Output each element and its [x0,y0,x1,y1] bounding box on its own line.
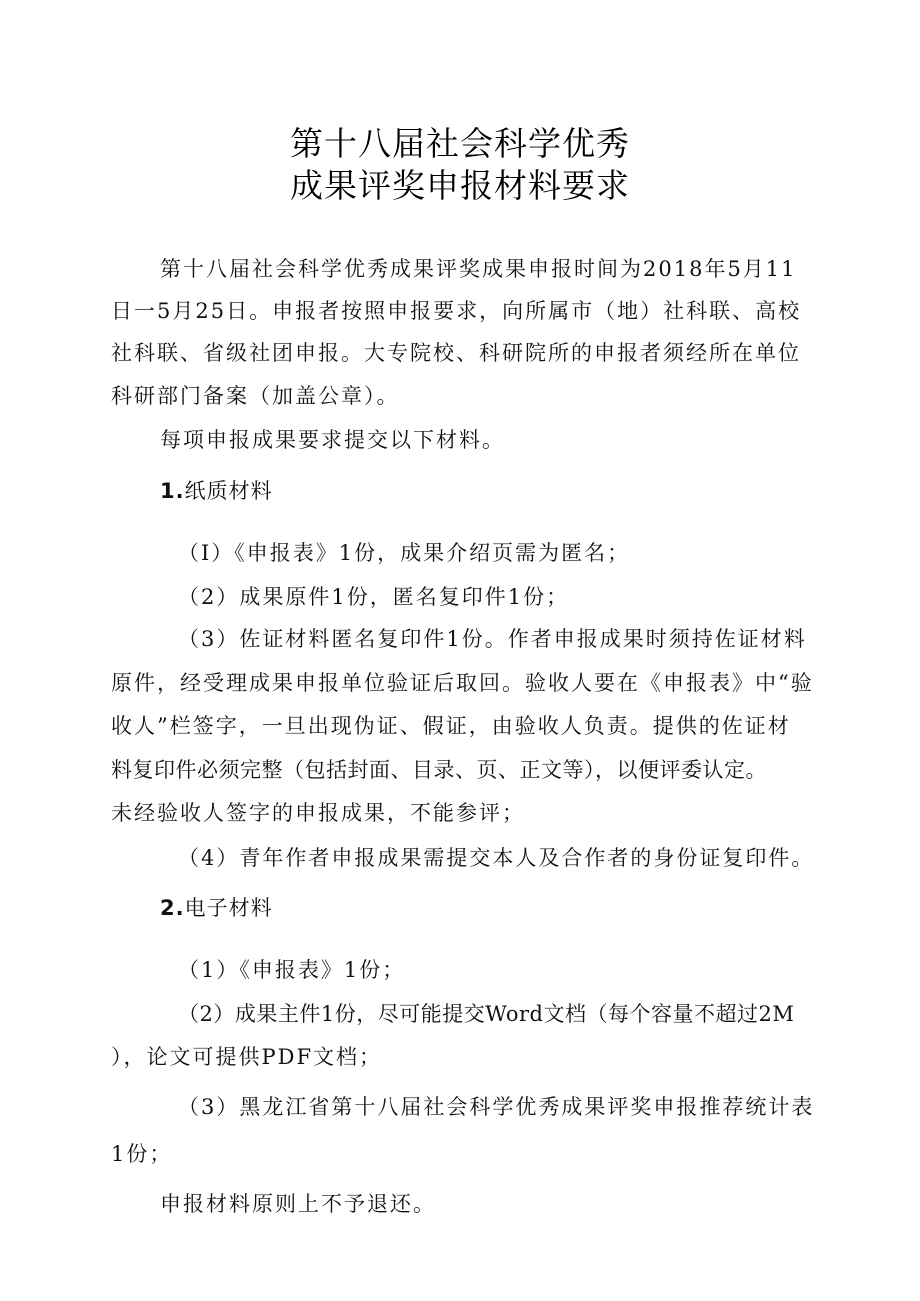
section-2-item-2-cont: ），论文可提供PDF文档； [111,1045,383,1069]
section-1-item-4: （4）青年作者申报成果需提交本人及合作者的身份证复印件。 [178,846,815,870]
section-2-item-3: （3）黑龙江省第十八届社会科学优秀成果评奖申报推荐统计表 [178,1095,815,1119]
section-2-title: 电子材料 [184,896,273,920]
materials-intro: 每项申报成果要求提交以下材料。 [160,428,505,452]
intro-line-2: 日一5月25日。申报者按照申报要求，向所属市（地）社科联、高校 [111,299,802,323]
document-title-line-2: 成果评奖申报材料要求 [290,166,630,205]
section-1-item-3-cont-4: 未经验收人签字的申报成果，不能参评； [111,801,525,825]
section-2-heading [160,893,273,923]
intro-line-3: 社科联、省级社团申报。大专院校、科研院所的申报者须经所在单位 [111,341,801,365]
section-1-item-2: （2）成果原件1份，匿名复印件1份； [178,585,570,609]
section-1-item-3-cont-1: 原件，经受理成果申报单位验证后取回。验收人要在《申报表》中“验 [111,671,814,695]
intro-line-4: 科研部门备案（加盖公章）。 [111,384,400,408]
section-1-heading [160,476,273,506]
section-1-item-3: （3）佐证材料匿名复印件1份。作者申报成果时须持佐证材料 [178,627,807,651]
intro-line-1: 第十八届社会科学优秀成果评奖成果申报时间为2018年5月11 [160,257,797,281]
section-1-item-3-cont-2: 收人”栏签字，一旦出现伪证、假证，由验收人负责。提供的佐证材 [111,714,791,738]
section-2-item-1: （1）《申报表》1份； [178,958,406,982]
closing-note: 申报材料原则上不予退还。 [160,1192,436,1216]
section-2-item-3-cont: 1份； [111,1142,173,1166]
section-1-item-3-cont-3: 料复印件必须完整（包括封面、目录、页、正文等），以便评委认定。 [111,758,767,782]
section-2-item-2: （2）成果主件1份，尽可能提交Word文档（每个容量不超过2M [178,1002,795,1026]
section-2-number: 2. [160,896,185,920]
section-1-number: 1. [160,479,185,503]
section-1-item-1: （I）《申报表》1份，成果介绍页需为匿名； [178,541,631,565]
document-title-line-1: 第十八届社会科学优秀 [290,124,630,163]
section-1-title: 纸质材料 [184,479,273,503]
